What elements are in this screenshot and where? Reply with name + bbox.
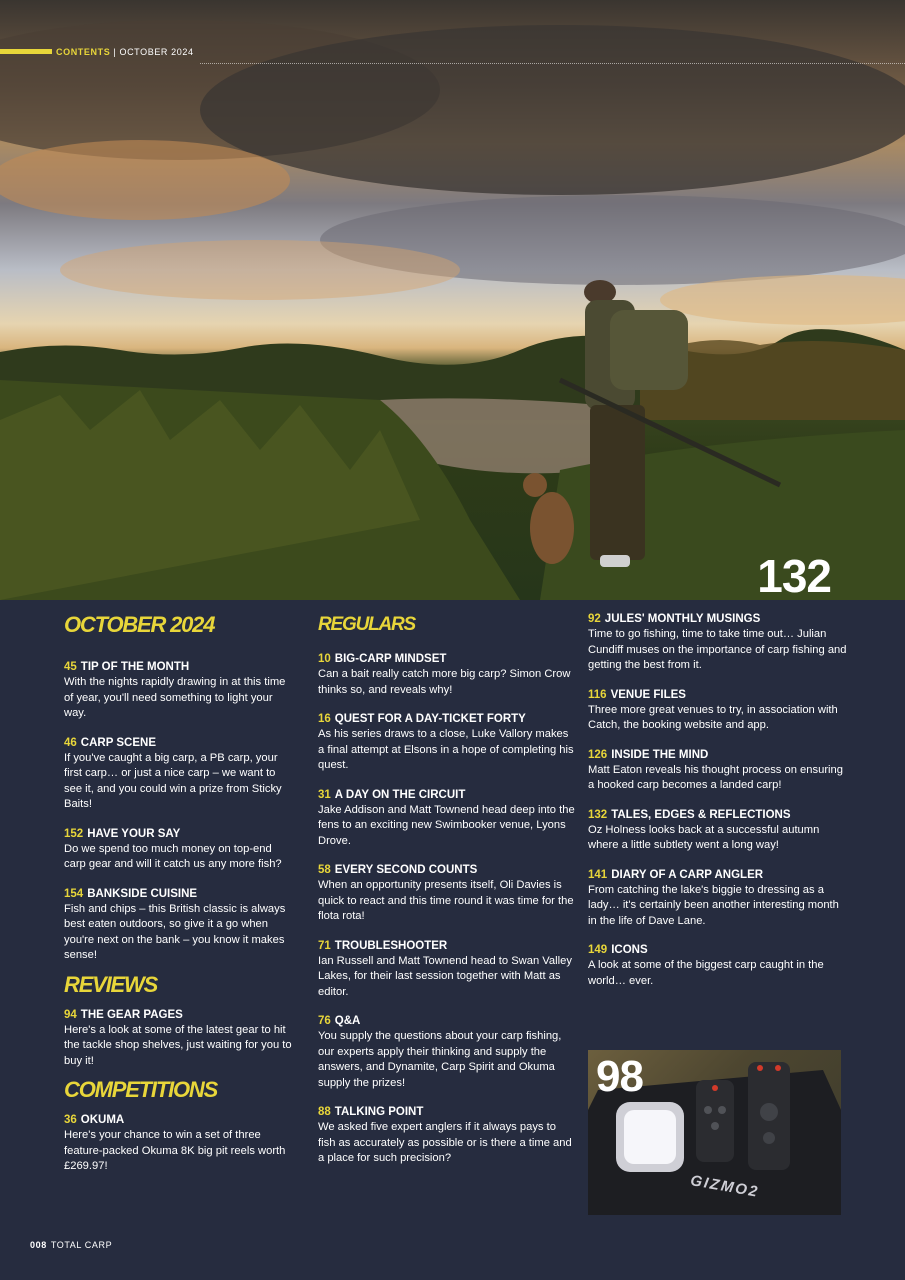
contents-item[interactable]: [588, 748, 848, 794]
item-heading: JULES' MONTHLY MUSINGS: [604, 613, 761, 625]
item-description: Here's a look at some of the latest gear to hit the tackle shop shelves, just waiting for you to buy it!: [64, 1023, 292, 1067]
column-features-2: [588, 612, 848, 1003]
contents-item[interactable]: [588, 612, 848, 674]
item-heading: ICONS: [611, 944, 648, 956]
item-page: 152: [64, 827, 84, 840]
section-title-competitions: COMPETITIONS: [64, 1077, 218, 1102]
gear-thumbnail-photo[interactable]: [588, 1050, 841, 1215]
item-description: Time to go fishing, time to take time out… Julian Cundiff muses on the importance of carp fishing and getting the best from it.: [588, 628, 847, 671]
contents-item[interactable]: [588, 943, 848, 989]
item-page: 46: [64, 736, 77, 749]
item-description: A look at some of the biggest carp caught in the world… ever.: [588, 959, 824, 987]
item-description: Here's your chance to win a set of three feature-packed Okuma 8K big pit reels worth £269.97!: [64, 1129, 286, 1172]
contents-item[interactable]: [318, 652, 576, 698]
angler-lake-scene: [0, 0, 905, 600]
item-page: 58: [318, 864, 331, 876]
item-description: As his series draws to a close, Luke Vallory makes a final attempt at Elsons in a hope of completing his quest.: [318, 728, 574, 771]
item-heading: EVERY SECOND COUNTS: [334, 864, 478, 876]
item-page: 141: [588, 868, 608, 881]
contents-item[interactable]: [588, 688, 848, 734]
item-heading: BIG-CARP MINDSET: [334, 653, 447, 665]
item-heading: INSIDE THE MIND: [611, 748, 709, 761]
item-page: 132: [588, 808, 608, 821]
thumbnail-brand: GIZMO2: [689, 1172, 761, 1201]
item-description: Can a bait really catch more big carp? Simon Crow thinks so, and reveals why!: [318, 668, 571, 696]
thumbnail-page-number: 98: [596, 1052, 643, 1101]
contents-item[interactable]: [318, 939, 576, 1001]
hero-page-number: 132: [757, 550, 831, 600]
column-features: [64, 612, 294, 1189]
item-heading: VENUE FILES: [610, 688, 686, 701]
contents-item[interactable]: [588, 808, 848, 854]
section-title-regulars: REGULARS: [318, 614, 416, 635]
item-page: 16: [318, 713, 331, 725]
contents-item[interactable]: [64, 887, 294, 964]
item-page: 45: [64, 661, 77, 673]
footer-page-number: 008: [30, 1240, 47, 1250]
item-page: 10: [318, 653, 331, 665]
header-issue: OCTOBER 2024: [119, 47, 194, 57]
item-page: 94: [64, 1008, 77, 1021]
contents-item[interactable]: [64, 1113, 294, 1175]
hero-photo: [0, 0, 905, 600]
contents-item[interactable]: [64, 736, 294, 813]
item-description: Fish and chips – this British classic is always best eaten outdoors, so give it a go when you're next on the bank – you know it makes sense!: [64, 902, 286, 961]
item-page: 88: [318, 1106, 331, 1118]
item-page: 154: [64, 887, 84, 900]
contents-item[interactable]: [318, 788, 576, 850]
item-description: Matt Eaton reveals his thought process on ensuring a hooked carp becomes a landed carp!: [588, 763, 843, 791]
header-accent-bar: [0, 49, 52, 54]
item-heading: Q&A: [334, 1015, 361, 1027]
contents-item[interactable]: [318, 863, 576, 925]
header-dotted-rule: [200, 63, 905, 64]
item-description: Do we spend too much money on top-end carp gear and will it catch us any more fish?: [64, 842, 282, 870]
contents-item[interactable]: [318, 712, 576, 774]
item-description: Jake Addison and Matt Townend head deep into the fens to an exciting new Swimbooker venue, Lyons Drove.: [318, 803, 575, 847]
item-heading: TIP OF THE MONTH: [80, 661, 190, 673]
item-heading: OKUMA: [80, 1114, 125, 1126]
section-title-october: OCTOBER 2024: [64, 612, 215, 637]
contents-item[interactable]: [64, 660, 294, 722]
item-page: 116: [588, 688, 607, 701]
item-heading: QUEST FOR A DAY-TICKET FORTY: [334, 713, 526, 725]
item-description: We asked five expert anglers if it always pays to fish as accurately as possible or is there a time and a place for such precision?: [318, 1121, 572, 1164]
item-page: 92: [588, 613, 601, 625]
item-page: 71: [318, 939, 331, 952]
item-description: Oz Holness looks back at a successful autumn where a little subtlety went a long way!: [588, 823, 820, 851]
item-description: Three more great venues to try, in association with Catch, the booking website and app.: [588, 703, 838, 731]
item-heading: BANKSIDE CUISINE: [87, 887, 198, 900]
contents-header: [0, 46, 905, 58]
item-heading: TALKING POINT: [334, 1106, 424, 1118]
column-regulars: [318, 612, 576, 1181]
item-heading: A DAY ON THE CIRCUIT: [334, 788, 466, 801]
item-heading: TROUBLESHOOTER: [334, 939, 448, 952]
item-heading: DIARY OF A CARP ANGLER: [611, 868, 764, 881]
item-description: With the nights rapidly drawing in at this time of year, you'll need something to light your way.: [64, 676, 286, 719]
item-description: When an opportunity presents itself, Oli Davies is quick to react and this time round it was time for the flota rota!: [318, 879, 574, 922]
contents-item[interactable]: [64, 1008, 294, 1070]
item-page: 31: [318, 788, 331, 801]
contents-item[interactable]: [64, 827, 294, 873]
item-page: 36: [64, 1114, 77, 1126]
item-page: 76: [318, 1015, 331, 1027]
item-description: If you've caught a big carp, a PB carp, your first carp… or just a nice carp – we want to see it, and you could win a prize from Sticky Baits!: [64, 751, 282, 810]
item-description: You supply the questions about your carp fishing, our experts apply their thinking and supply the answers, and Dynamite, Carp Spirit and Okuma supply the prizes!: [318, 1030, 562, 1089]
item-heading: HAVE YOUR SAY: [87, 827, 181, 840]
header-label: [56, 46, 194, 58]
header-separator: |: [113, 47, 117, 57]
header-section: CONTENTS: [56, 47, 111, 57]
item-heading: TALES, EDGES & REFLECTIONS: [611, 808, 791, 821]
contents-item[interactable]: [588, 868, 848, 930]
item-heading: THE GEAR PAGES: [80, 1008, 183, 1021]
contents-item[interactable]: [318, 1105, 576, 1167]
item-description: Ian Russell and Matt Townend head to Swan Valley Lakes, for their last session together with Matt as editor.: [318, 954, 572, 998]
item-description: From catching the lake's biggie to dressing as a lady… it's certainly been another interesting month in the life of Dave Lane.: [588, 883, 839, 927]
item-page: 149: [588, 944, 608, 956]
item-page: 126: [588, 748, 608, 761]
contents-item[interactable]: [318, 1014, 576, 1091]
item-heading: CARP SCENE: [80, 736, 156, 749]
section-title-reviews: REVIEWS: [64, 971, 158, 997]
page-footer: [30, 1240, 112, 1250]
footer-magazine-name: TOTAL CARP: [50, 1240, 113, 1250]
